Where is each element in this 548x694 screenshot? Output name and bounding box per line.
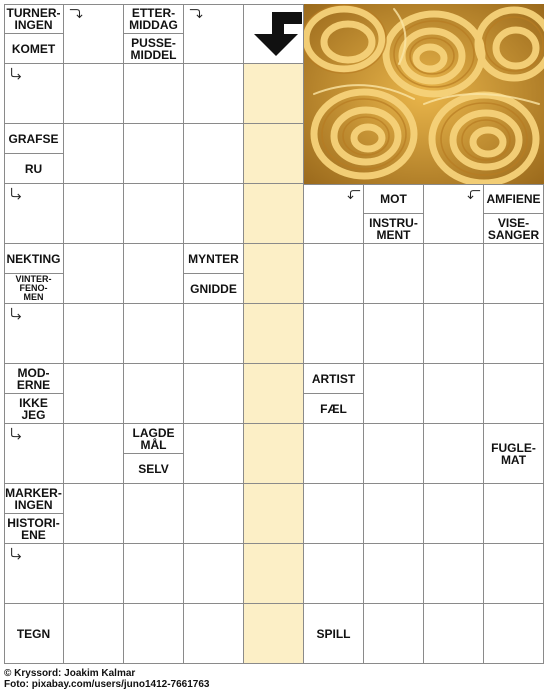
bent-arrow-icon — [8, 547, 24, 561]
solution-cell[interactable] — [244, 124, 304, 184]
answer-cell[interactable] — [124, 184, 184, 244]
answer-cell[interactable] — [304, 304, 364, 364]
answer-cell[interactable] — [184, 484, 244, 544]
clue-ikke-jeg: IKKE JEG — [4, 394, 64, 424]
clue-spill: SPILL — [304, 604, 364, 664]
clue-selv: SELV — [124, 454, 184, 484]
clue-artist: ARTIST — [304, 364, 364, 394]
clue-visesanger: VISE- SANGER — [484, 214, 544, 244]
answer-cell[interactable] — [304, 544, 364, 604]
answer-cell[interactable] — [364, 424, 424, 484]
answer-cell[interactable] — [64, 424, 124, 484]
answer-cell[interactable] — [184, 304, 244, 364]
clue-amfiene: AMFIENE — [484, 184, 544, 214]
clue-pussemiddel: PUSSE- MIDDEL — [124, 34, 184, 64]
answer-cell[interactable] — [484, 244, 544, 304]
clue-ettermiddag: ETTER- MIDDAG — [124, 4, 184, 34]
answer-cell[interactable] — [424, 304, 484, 364]
solution-cell[interactable] — [244, 364, 304, 424]
answer-cell[interactable] — [124, 304, 184, 364]
clue-lagde-mal: LAGDE MÅL — [124, 424, 184, 454]
clue-fael: FÆL — [304, 394, 364, 424]
answer-cell[interactable] — [484, 364, 544, 424]
bent-arrow-icon — [466, 188, 482, 202]
clue-moderne: MOD- ERNE — [4, 364, 64, 394]
answer-cell[interactable] — [124, 244, 184, 304]
answer-cell[interactable] — [124, 64, 184, 124]
answer-cell[interactable] — [364, 544, 424, 604]
answer-cell[interactable] — [304, 424, 364, 484]
solution-cell[interactable] — [244, 544, 304, 604]
clue-ru: RU — [4, 154, 64, 184]
answer-cell[interactable] — [184, 544, 244, 604]
bent-arrow-icon — [8, 307, 24, 321]
answer-cell[interactable] — [304, 244, 364, 304]
answer-cell[interactable] — [64, 184, 124, 244]
answer-cell[interactable] — [484, 544, 544, 604]
answer-cell[interactable] — [484, 604, 544, 664]
solution-cell[interactable] — [244, 184, 304, 244]
answer-cell[interactable] — [424, 424, 484, 484]
answer-cell[interactable] — [64, 124, 124, 184]
clue-mot: MOT — [364, 184, 424, 214]
clue-gnidde: GNIDDE — [184, 274, 244, 304]
answer-cell[interactable] — [64, 604, 124, 664]
bent-arrow-icon — [8, 427, 24, 441]
answer-cell[interactable] — [64, 304, 124, 364]
answer-cell[interactable] — [124, 364, 184, 424]
answer-cell[interactable] — [184, 364, 244, 424]
answer-cell[interactable] — [364, 604, 424, 664]
clue-komet: KOMET — [4, 34, 64, 64]
clue-turneringen: TURNER- INGEN — [4, 4, 64, 34]
crossword-credit: © Kryssord: Joakim Kalmar — [4, 668, 136, 679]
solution-cell[interactable] — [244, 64, 304, 124]
clue-fuglemat: FUGLE- MAT — [484, 424, 544, 484]
bent-arrow-icon — [8, 67, 24, 81]
clue-grafse: GRAFSE — [4, 124, 64, 154]
answer-cell[interactable] — [424, 484, 484, 544]
clue-historiene: HISTORI- ENE — [4, 514, 64, 544]
solution-cell[interactable] — [244, 484, 304, 544]
bent-arrow-icon — [346, 188, 362, 202]
bent-arrow-icon — [188, 7, 204, 21]
bent-arrow-icon — [68, 7, 84, 21]
answer-cell[interactable] — [64, 484, 124, 544]
answer-cell[interactable] — [424, 544, 484, 604]
answer-cell[interactable] — [124, 124, 184, 184]
answer-cell[interactable] — [184, 424, 244, 484]
answer-cell[interactable] — [184, 64, 244, 124]
answer-cell[interactable] — [64, 544, 124, 604]
pasta-illustration — [304, 4, 544, 184]
answer-cell[interactable] — [364, 304, 424, 364]
answer-cell[interactable] — [184, 184, 244, 244]
solution-cell[interactable] — [244, 424, 304, 484]
clue-markeringen: MARKER- INGEN — [4, 484, 64, 514]
answer-cell[interactable] — [124, 604, 184, 664]
answer-cell[interactable] — [364, 244, 424, 304]
solution-cell[interactable] — [244, 604, 304, 664]
answer-cell[interactable] — [304, 484, 364, 544]
answer-cell[interactable] — [364, 364, 424, 424]
clue-nekting: NEKTING — [4, 244, 64, 274]
answer-cell[interactable] — [424, 364, 484, 424]
answer-cell[interactable] — [124, 484, 184, 544]
answer-cell[interactable] — [124, 544, 184, 604]
bent-arrow-icon — [8, 187, 24, 201]
answer-cell[interactable] — [64, 244, 124, 304]
answer-cell[interactable] — [184, 124, 244, 184]
answer-cell[interactable] — [484, 304, 544, 364]
photo-credit: Foto: pixabay.com/users/juno1412-7661763 — [4, 679, 210, 690]
solution-cell[interactable] — [244, 244, 304, 304]
answer-cell[interactable] — [424, 244, 484, 304]
clue-mynter: MYNTER — [184, 244, 244, 274]
answer-cell[interactable] — [64, 64, 124, 124]
clue-instrument: INSTRU- MENT — [364, 214, 424, 244]
tagliatelle-pasta-photo — [304, 4, 544, 185]
answer-cell[interactable] — [184, 604, 244, 664]
solution-start-arrow-icon — [250, 10, 302, 58]
clue-tegn: TEGN — [4, 604, 64, 664]
answer-cell[interactable] — [364, 484, 424, 544]
answer-cell[interactable] — [64, 364, 124, 424]
solution-cell[interactable] — [244, 304, 304, 364]
answer-cell[interactable] — [484, 484, 544, 544]
clue-vinterfenomen: VINTER- FENO- MEN — [4, 274, 64, 304]
answer-cell[interactable] — [424, 604, 484, 664]
